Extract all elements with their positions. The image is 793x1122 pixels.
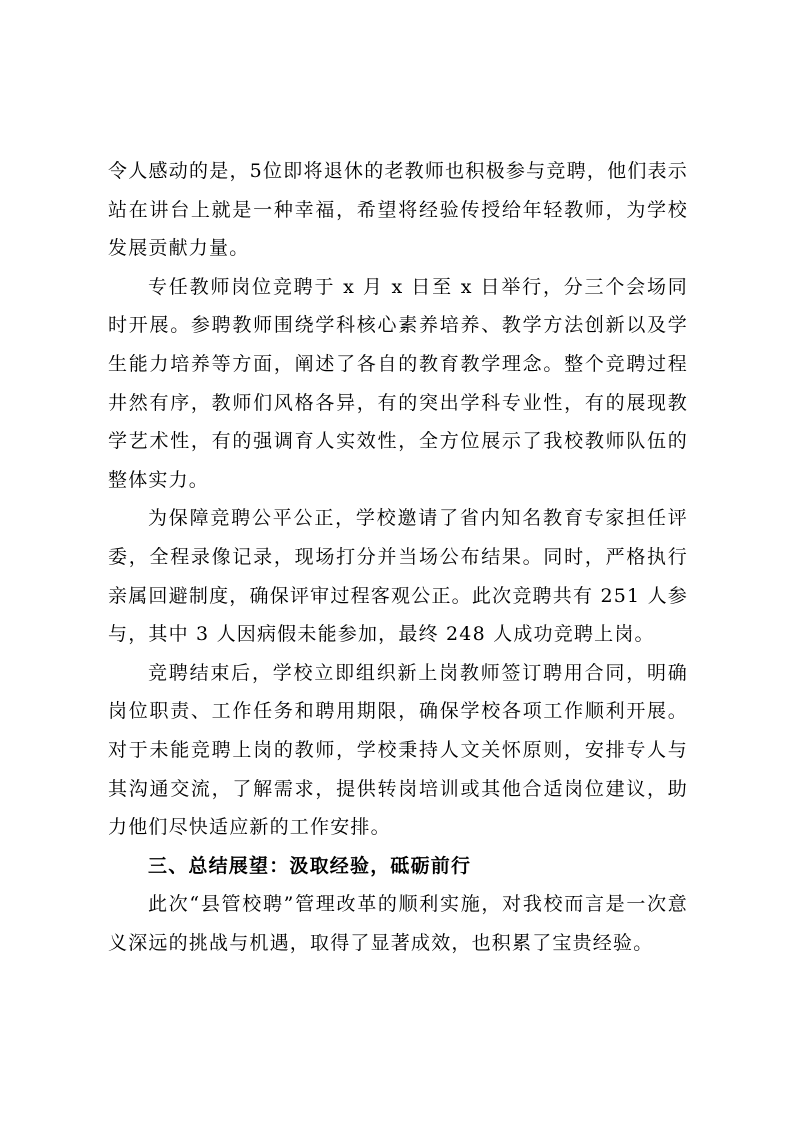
paragraph-competition-event: 专任教师岗位竞聘于 x 月 x 日至 x 日举行，分三个会场同时开展。参聘教师围绕学科核心素养培养、教学方法创新以及学生能力培养等方面，阐述了各自的教育教学理念。整个竞聘过程井然有序，教师们风格各异，有的突出学科专业性，有的展现教学艺术性，有的强调育人实效性，全方位展示了我校教师队伍的整体实力。 (108, 275, 688, 491)
document-body (108, 152, 688, 962)
section-heading: 三、总结展望：汲取经验，砥砺前行 (148, 854, 472, 877)
paragraph-fairness: 为保障竞聘公平公正，学校邀请了省内知名教育专家担任评委，全程录像记录，现场打分并当场公布结果。同时，严格执行亲属回避制度，确保评审过程客观公正。此次竞聘共有 251 人参与，其中 3 人因病假未能参加，最终 248 人成功竞聘上岗。 (108, 507, 688, 646)
paragraph-closing: 此次“县管校聘”管理改革的顺利实施，对我校而言是一次意义深远的挑战与机遇，取得了显著成效，也积累了宝贵经验。 (108, 893, 688, 954)
paragraph-continuation: 令人感动的是，5位即将退休的老教师也积极参与竞聘，他们表示站在讲台上就是一种幸福，希望将经验传授给年轻教师，为学校发展贡献力量。 (108, 160, 688, 260)
paragraph-after-competition: 竞聘结束后，学校立即组织新上岗教师签订聘用合同，明确岗位职责、工作任务和聘用期限，确保学校各项工作顺利开展。对于未能竞聘上岗的教师，学校秉持人文关怀原则，安排专人与其沟通交流，了解需求，提供转岗培训或其他合适岗位建议，助力他们尽快适应新的工作安排。 (108, 661, 688, 839)
